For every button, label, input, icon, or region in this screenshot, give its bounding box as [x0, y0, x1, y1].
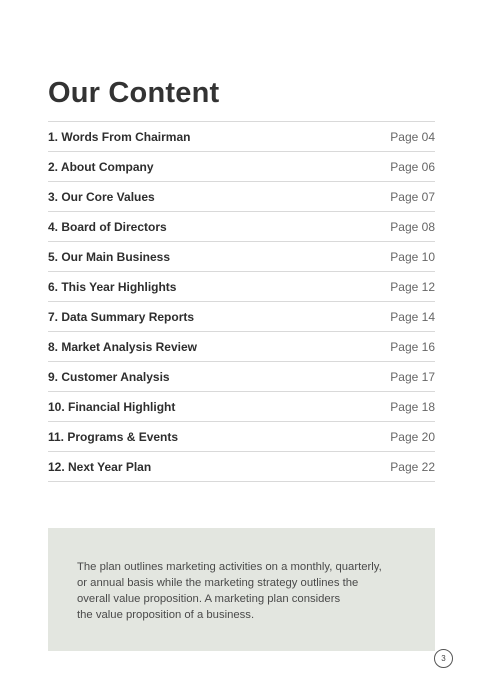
toc-item-page: Page 22: [390, 459, 435, 474]
toc-row[interactable]: [48, 422, 435, 452]
toc-row[interactable]: [48, 122, 435, 152]
toc-item-title: 9. Customer Analysis: [48, 369, 170, 384]
note-line: or annual basis while the marketing strategy outlines the: [77, 577, 359, 589]
toc-row[interactable]: [48, 392, 435, 422]
toc-item-title: 2. About Company: [48, 159, 154, 174]
toc-item-page: Page 12: [390, 279, 435, 294]
summary-note-text: [77, 559, 409, 623]
toc-item-page: Page 07: [390, 189, 435, 204]
toc-item-title: 12. Next Year Plan: [48, 459, 152, 474]
toc-item-title: 7. Data Summary Reports: [48, 309, 195, 324]
toc-item-page: Page 08: [390, 219, 435, 234]
toc-item-title: 6. This Year Highlights: [48, 279, 177, 294]
page-title: Our Content: [48, 77, 220, 110]
table-of-contents: [48, 121, 435, 482]
toc-row[interactable]: [48, 242, 435, 272]
toc-item-page: Page 17: [390, 369, 435, 384]
toc-item-title: 3. Our Core Values: [48, 189, 155, 204]
toc-item-page: Page 14: [390, 309, 435, 324]
toc-item-page: Page 20: [390, 429, 435, 444]
toc-item-title: 1. Words From Chairman: [48, 129, 191, 144]
note-line: overall value proposition. A marketing plan considers: [77, 593, 341, 605]
toc-row[interactable]: [48, 182, 435, 212]
toc-row[interactable]: [48, 452, 435, 482]
toc-item-page: Page 04: [390, 129, 435, 144]
toc-item-title: 10. Financial Highlight: [48, 399, 176, 414]
toc-row[interactable]: [48, 362, 435, 392]
toc-row[interactable]: [48, 272, 435, 302]
page-number-badge: 3: [434, 649, 453, 668]
toc-row[interactable]: [48, 332, 435, 362]
toc-row[interactable]: [48, 212, 435, 242]
toc-item-page: Page 16: [390, 339, 435, 354]
toc-row[interactable]: [48, 152, 435, 182]
toc-item-title: 4. Board of Directors: [48, 219, 167, 234]
toc-item-title: 8. Market Analysis Review: [48, 339, 197, 354]
toc-row[interactable]: [48, 302, 435, 332]
toc-item-page: Page 18: [390, 399, 435, 414]
toc-item-title: 5. Our Main Business: [48, 249, 171, 264]
toc-item-page: Page 10: [390, 249, 435, 264]
toc-item-title: 11. Programs & Events: [48, 429, 179, 444]
note-line: the value proposition of a business.: [77, 609, 255, 621]
summary-note-box: [48, 528, 435, 651]
toc-item-page: Page 06: [390, 159, 435, 174]
note-line: The plan outlines marketing activities on a monthly, quarterly,: [77, 561, 382, 573]
